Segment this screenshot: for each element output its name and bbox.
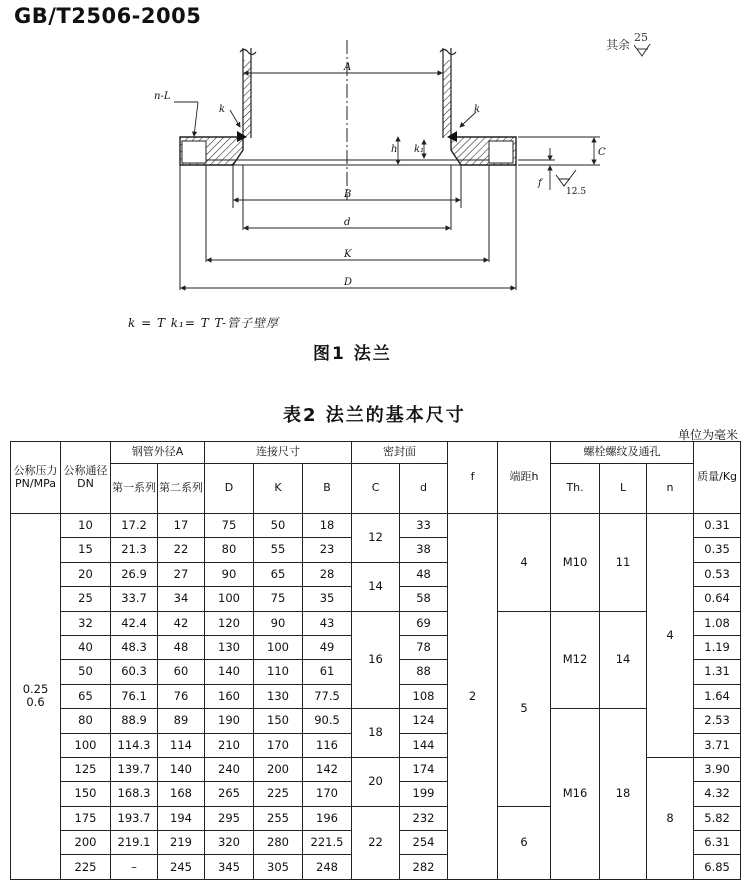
cell-d: 254 [400, 831, 448, 855]
cell-k: 130 [254, 684, 303, 708]
cell-mass: 1.64 [694, 684, 741, 708]
cell-series2: 27 [158, 562, 205, 586]
header-series2: 第二系列 [158, 464, 205, 514]
cell-k: 280 [254, 831, 303, 855]
dim-label-roughness: 12.5 [566, 187, 587, 197]
cell-k: 255 [254, 806, 303, 830]
cell-d-outer: 265 [205, 782, 254, 806]
cell-dn: 125 [61, 757, 111, 781]
cell-b: 142 [303, 757, 352, 781]
cell-mass: 3.90 [694, 757, 741, 781]
cell-l: 18 [600, 709, 647, 880]
cell-b: 35 [303, 587, 352, 611]
header-series1: 第一系列 [111, 464, 158, 514]
cell-mass: 1.19 [694, 635, 741, 659]
header-col-th: Th. [551, 464, 600, 514]
figure-caption: 图1 法兰 [313, 344, 392, 364]
cell-series2: 48 [158, 635, 205, 659]
cell-mass: 1.08 [694, 611, 741, 635]
cell-c: 20 [352, 757, 400, 806]
dim-label-d: D [344, 277, 353, 288]
cell-series1: 168.3 [111, 782, 158, 806]
cell-d-outer: 80 [205, 538, 254, 562]
cell-series1: 17.2 [111, 514, 158, 538]
dim-label-c: C [598, 147, 606, 158]
cell-series2: 17 [158, 514, 205, 538]
cell-mass: 6.85 [694, 855, 741, 879]
cell-d: 232 [400, 806, 448, 830]
cell-k: 55 [254, 538, 303, 562]
cell-dn: 150 [61, 782, 111, 806]
cell-dn: 32 [61, 611, 111, 635]
cell-series1: 21.3 [111, 538, 158, 562]
standard-code: GB/T2506-2005 [14, 4, 202, 28]
dim-label-b: B [344, 189, 352, 200]
cell-series1: 76.1 [111, 684, 158, 708]
cell-series2: 60 [158, 660, 205, 684]
cell-series1: 114.3 [111, 733, 158, 757]
header-col-n: n [647, 464, 694, 514]
cell-mass: 2.53 [694, 709, 741, 733]
flange-dimension-table [10, 441, 741, 880]
cell-dn: 65 [61, 684, 111, 708]
cell-mass: 4.32 [694, 782, 741, 806]
cell-dn: 25 [61, 587, 111, 611]
dim-label-k-right: k [474, 104, 481, 115]
header-col-b: B [303, 464, 352, 514]
cell-mass: 5.82 [694, 806, 741, 830]
header-col-c: C [352, 464, 400, 514]
cell-k: 90 [254, 611, 303, 635]
cell-mass: 0.53 [694, 562, 741, 586]
cell-k: 100 [254, 635, 303, 659]
cell-k: 110 [254, 660, 303, 684]
cell-th: M16 [551, 709, 600, 880]
cell-mass: 1.31 [694, 660, 741, 684]
header-dn: 公称通径DN [61, 442, 111, 514]
header-col-k: K [254, 464, 303, 514]
cell-d-outer: 190 [205, 709, 254, 733]
cell-series1: 48.3 [111, 635, 158, 659]
cell-series2: 168 [158, 782, 205, 806]
cell-th: M10 [551, 514, 600, 612]
cell-d: 108 [400, 684, 448, 708]
header-h: 端距h [498, 442, 551, 514]
header-connection: 连接尺寸 [205, 442, 352, 464]
cell-series1: 60.3 [111, 660, 158, 684]
cell-c: 12 [352, 514, 400, 563]
cell-series2: 89 [158, 709, 205, 733]
table-title: 表2 法兰的基本尺寸 [283, 405, 466, 426]
dim-label-k-left: k [219, 104, 226, 115]
cell-d-outer: 140 [205, 660, 254, 684]
cell-d: 48 [400, 562, 448, 586]
cell-mass: 0.31 [694, 514, 741, 538]
cell-d-outer: 100 [205, 587, 254, 611]
cell-dn: 225 [61, 855, 111, 879]
cell-b: 116 [303, 733, 352, 757]
cell-mass: 0.64 [694, 587, 741, 611]
header-sealing: 密封面 [352, 442, 448, 464]
cell-mass: 0.35 [694, 538, 741, 562]
header-pn: 公称压力PN/MPa [11, 442, 61, 514]
cell-d: 78 [400, 635, 448, 659]
cell-b: 221.5 [303, 831, 352, 855]
cell-d-outer: 295 [205, 806, 254, 830]
cell-b: 18 [303, 514, 352, 538]
cell-d-outer: 130 [205, 635, 254, 659]
cell-b: 170 [303, 782, 352, 806]
dim-label-k: K [344, 249, 352, 260]
cell-f: 2 [448, 514, 498, 880]
cell-dn: 200 [61, 831, 111, 855]
cell-dn: 175 [61, 806, 111, 830]
cell-n: 4 [647, 514, 694, 758]
dim-label-a: A [344, 62, 352, 73]
dim-label-h: h [391, 144, 398, 155]
cell-th: M12 [551, 611, 600, 709]
header-f: f [448, 442, 498, 514]
cell-b: 61 [303, 660, 352, 684]
cell-d: 38 [400, 538, 448, 562]
cell-d: 144 [400, 733, 448, 757]
cell-dn: 50 [61, 660, 111, 684]
cell-series1: 88.9 [111, 709, 158, 733]
dim-label-f: f [538, 178, 542, 189]
cell-k: 225 [254, 782, 303, 806]
cell-d-outer: 345 [205, 855, 254, 879]
cell-pn: 0.25 0.6 [11, 514, 61, 880]
cell-h: 6 [498, 806, 551, 879]
cell-d-outer: 210 [205, 733, 254, 757]
dim-label-d-small: d [344, 217, 351, 228]
cell-c: 18 [352, 709, 400, 758]
cell-n: 8 [647, 757, 694, 879]
table-row [11, 709, 741, 733]
cell-b: 248 [303, 855, 352, 879]
cell-k: 50 [254, 514, 303, 538]
cell-series2: 76 [158, 684, 205, 708]
cell-b: 43 [303, 611, 352, 635]
cell-d: 124 [400, 709, 448, 733]
cell-series1: 26.9 [111, 562, 158, 586]
cell-d-outer: 120 [205, 611, 254, 635]
header-col-l: L [600, 464, 647, 514]
cell-series1: 33.7 [111, 587, 158, 611]
cell-series1: 193.7 [111, 806, 158, 830]
cell-series1: – [111, 855, 158, 879]
cell-series2: 22 [158, 538, 205, 562]
roughness-value: 25 [634, 31, 648, 44]
cell-b: 77.5 [303, 684, 352, 708]
cell-h: 4 [498, 514, 551, 612]
cell-b: 196 [303, 806, 352, 830]
cell-mass: 3.71 [694, 733, 741, 757]
cell-c: 22 [352, 806, 400, 879]
cell-b: 23 [303, 538, 352, 562]
unit-note: 单位为毫米 [677, 428, 738, 442]
cell-d-outer: 90 [205, 562, 254, 586]
cell-series2: 219 [158, 831, 205, 855]
header-col-d-outer: D [205, 464, 254, 514]
cell-d: 69 [400, 611, 448, 635]
cell-d: 174 [400, 757, 448, 781]
cell-series2: 114 [158, 733, 205, 757]
cell-k: 150 [254, 709, 303, 733]
flange-drawing [0, 0, 744, 310]
cell-series1: 219.1 [111, 831, 158, 855]
cell-k: 305 [254, 855, 303, 879]
cell-series1: 42.4 [111, 611, 158, 635]
roughness-text: 其余 [606, 38, 631, 52]
cell-dn: 100 [61, 733, 111, 757]
cell-b: 28 [303, 562, 352, 586]
cell-c: 16 [352, 611, 400, 709]
cell-dn: 15 [61, 538, 111, 562]
cell-series2: 194 [158, 806, 205, 830]
cell-b: 49 [303, 635, 352, 659]
cell-dn: 80 [61, 709, 111, 733]
cell-mass: 6.31 [694, 831, 741, 855]
cell-d: 33 [400, 514, 448, 538]
cell-dn: 20 [61, 562, 111, 586]
cell-series1: 139.7 [111, 757, 158, 781]
cell-k: 75 [254, 587, 303, 611]
cell-d-outer: 240 [205, 757, 254, 781]
cell-d: 282 [400, 855, 448, 879]
cell-series2: 34 [158, 587, 205, 611]
figure-note: k = T k₁= T T-管子壁厚 [128, 316, 280, 330]
cell-d-outer: 160 [205, 684, 254, 708]
cell-k: 65 [254, 562, 303, 586]
cell-series2: 245 [158, 855, 205, 879]
header-col-d: d [400, 464, 448, 514]
cell-d-outer: 320 [205, 831, 254, 855]
cell-series2: 140 [158, 757, 205, 781]
cell-series2: 42 [158, 611, 205, 635]
cell-b: 90.5 [303, 709, 352, 733]
cell-dn: 40 [61, 635, 111, 659]
cell-dn: 10 [61, 514, 111, 538]
dim-label-k1: k₁ [414, 144, 425, 155]
cell-d: 88 [400, 660, 448, 684]
cell-d: 58 [400, 587, 448, 611]
cell-d-outer: 75 [205, 514, 254, 538]
header-pipe-od: 钢管外径A [111, 442, 205, 464]
table-row [11, 611, 741, 635]
cell-l: 11 [600, 514, 647, 612]
cell-h: 5 [498, 611, 551, 806]
header-bolt: 螺栓螺纹及通孔 [551, 442, 694, 464]
cell-d: 199 [400, 782, 448, 806]
cell-c: 14 [352, 562, 400, 611]
table-row [11, 514, 741, 538]
cell-k: 200 [254, 757, 303, 781]
header-mass: 质量/Kg [694, 442, 741, 514]
cell-l: 14 [600, 611, 647, 709]
dim-label-nl: n-L [154, 91, 171, 102]
cell-k: 170 [254, 733, 303, 757]
